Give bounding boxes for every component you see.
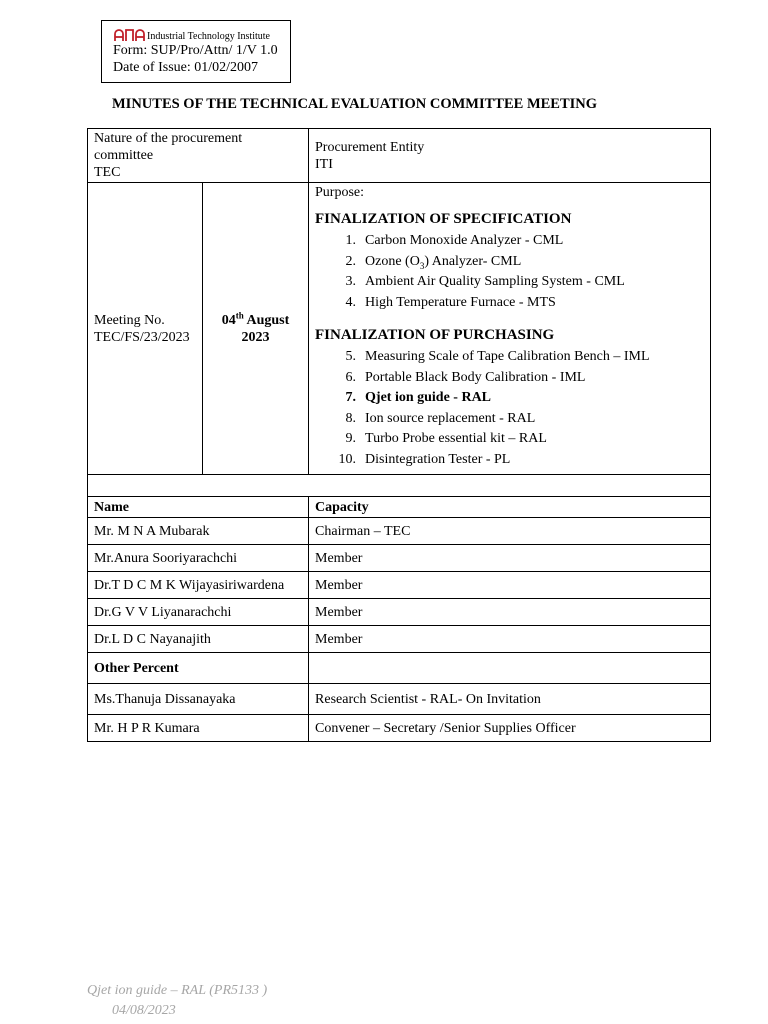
meeting-cell	[88, 183, 203, 475]
meeting-date-cell	[203, 183, 309, 475]
list-item: 6. Portable Black Body Calibration - IML	[345, 369, 586, 385]
list-item: 2. Ozone $(O_3)$ Analyzer- CML	[345, 253, 522, 271]
purpose-cell	[309, 183, 711, 475]
entity-cell	[309, 129, 711, 183]
table-row	[88, 183, 711, 475]
empty-cell	[309, 653, 711, 684]
meeting-number: TEC/FS/23/2023	[94, 329, 190, 345]
purpose-label: Purpose:	[315, 185, 365, 200]
nature-label: Nature of the procurement committee	[94, 131, 243, 163]
meeting-label: Meeting No.	[94, 312, 165, 328]
minutes-table	[87, 128, 711, 742]
table-row	[88, 545, 711, 572]
nature-value: TEC	[94, 165, 121, 180]
attendee-capacity: Member	[309, 572, 711, 599]
purchase-heading: FINALIZATION OF PURCHASING	[315, 327, 555, 343]
other-attendee-capacity: Convener – Secretary /Senior Supplies Officer	[309, 715, 711, 742]
spacer-cell	[88, 475, 711, 497]
table-row	[88, 518, 711, 545]
spec-list	[315, 231, 704, 313]
table-row	[88, 715, 711, 742]
name-header: Name	[88, 497, 309, 518]
list-item: 4. High Temperature Furnace - MTS	[345, 294, 556, 310]
entity-value: ITI	[315, 156, 333, 172]
attendee-name: Dr.T D C M K Wijayasiriwardena	[88, 572, 309, 599]
other-header: Other Percent	[88, 653, 309, 684]
institute-name: Industrial Technology Institute	[147, 31, 270, 42]
list-item: 5. Measuring Scale of Tape Calibration Bench – IML	[345, 349, 650, 364]
page-title: MINUTES OF THE TECHNICAL EVALUATION COMMITTEE MEETING	[112, 96, 598, 112]
other-attendee-name: Ms.Thanuja Dissanayaka	[88, 684, 309, 715]
attendee-capacity: Member	[309, 626, 711, 653]
list-item: 9. Turbo Probe essential kit – RAL	[345, 431, 547, 446]
table-header-row	[88, 497, 711, 518]
attendee-name: Mr.Anura Sooriyarachchi	[88, 545, 309, 572]
iti-logo-icon	[113, 27, 146, 42]
nature-cell	[88, 129, 309, 183]
meeting-year: 2023	[241, 329, 270, 345]
page-footer	[87, 981, 267, 1021]
table-row-spacer	[88, 475, 711, 497]
entity-label: Procurement Entity	[315, 139, 425, 155]
table-row	[88, 653, 711, 684]
attendee-name: Dr.L D C Nayanajith	[88, 626, 309, 653]
footer-reference: Qjet ion guide – RAL (PR5133 )	[87, 983, 268, 998]
list-item: 10. Disintegration Tester - PL	[338, 451, 511, 467]
attendee-name: Dr.G V V Liyanarachchi	[88, 599, 309, 626]
purchase-list	[315, 347, 704, 470]
form-header-box	[101, 20, 291, 83]
attendee-capacity: Member	[309, 599, 711, 626]
footer-date: 04/08/2023	[112, 1003, 176, 1018]
form-number: Form: SUP/Pro/Attn/ 1/V 1.0	[113, 43, 278, 58]
table-row	[88, 684, 711, 715]
other-attendee-capacity: Research Scientist - RAL- On Invitation	[309, 684, 711, 715]
other-attendee-name: Mr. H P R Kumara	[88, 715, 309, 742]
table-row	[88, 626, 711, 653]
table-row	[88, 572, 711, 599]
list-item: 8. Ion source replacement - RAL	[345, 410, 536, 426]
table-row	[88, 129, 711, 183]
list-item: 1. Carbon Monoxide Analyzer - CML	[345, 233, 564, 248]
issue-date: Date of Issue: 01/02/2007	[113, 60, 259, 75]
attendee-capacity: Member	[309, 545, 711, 572]
list-item: 3. Ambient Air Quality Sampling System - CML	[345, 274, 625, 289]
table-row	[88, 599, 711, 626]
attendee-name: Mr. M N A Mubarak	[88, 518, 309, 545]
list-item-highlighted: 7. Qjet ion guide - RAL	[345, 390, 492, 405]
meeting-date: 04th August	[221, 309, 290, 328]
spec-heading: FINALIZATION OF SPECIFICATION	[315, 211, 572, 227]
capacity-header: Capacity	[309, 497, 711, 518]
attendee-capacity: Chairman – TEC	[309, 518, 711, 545]
